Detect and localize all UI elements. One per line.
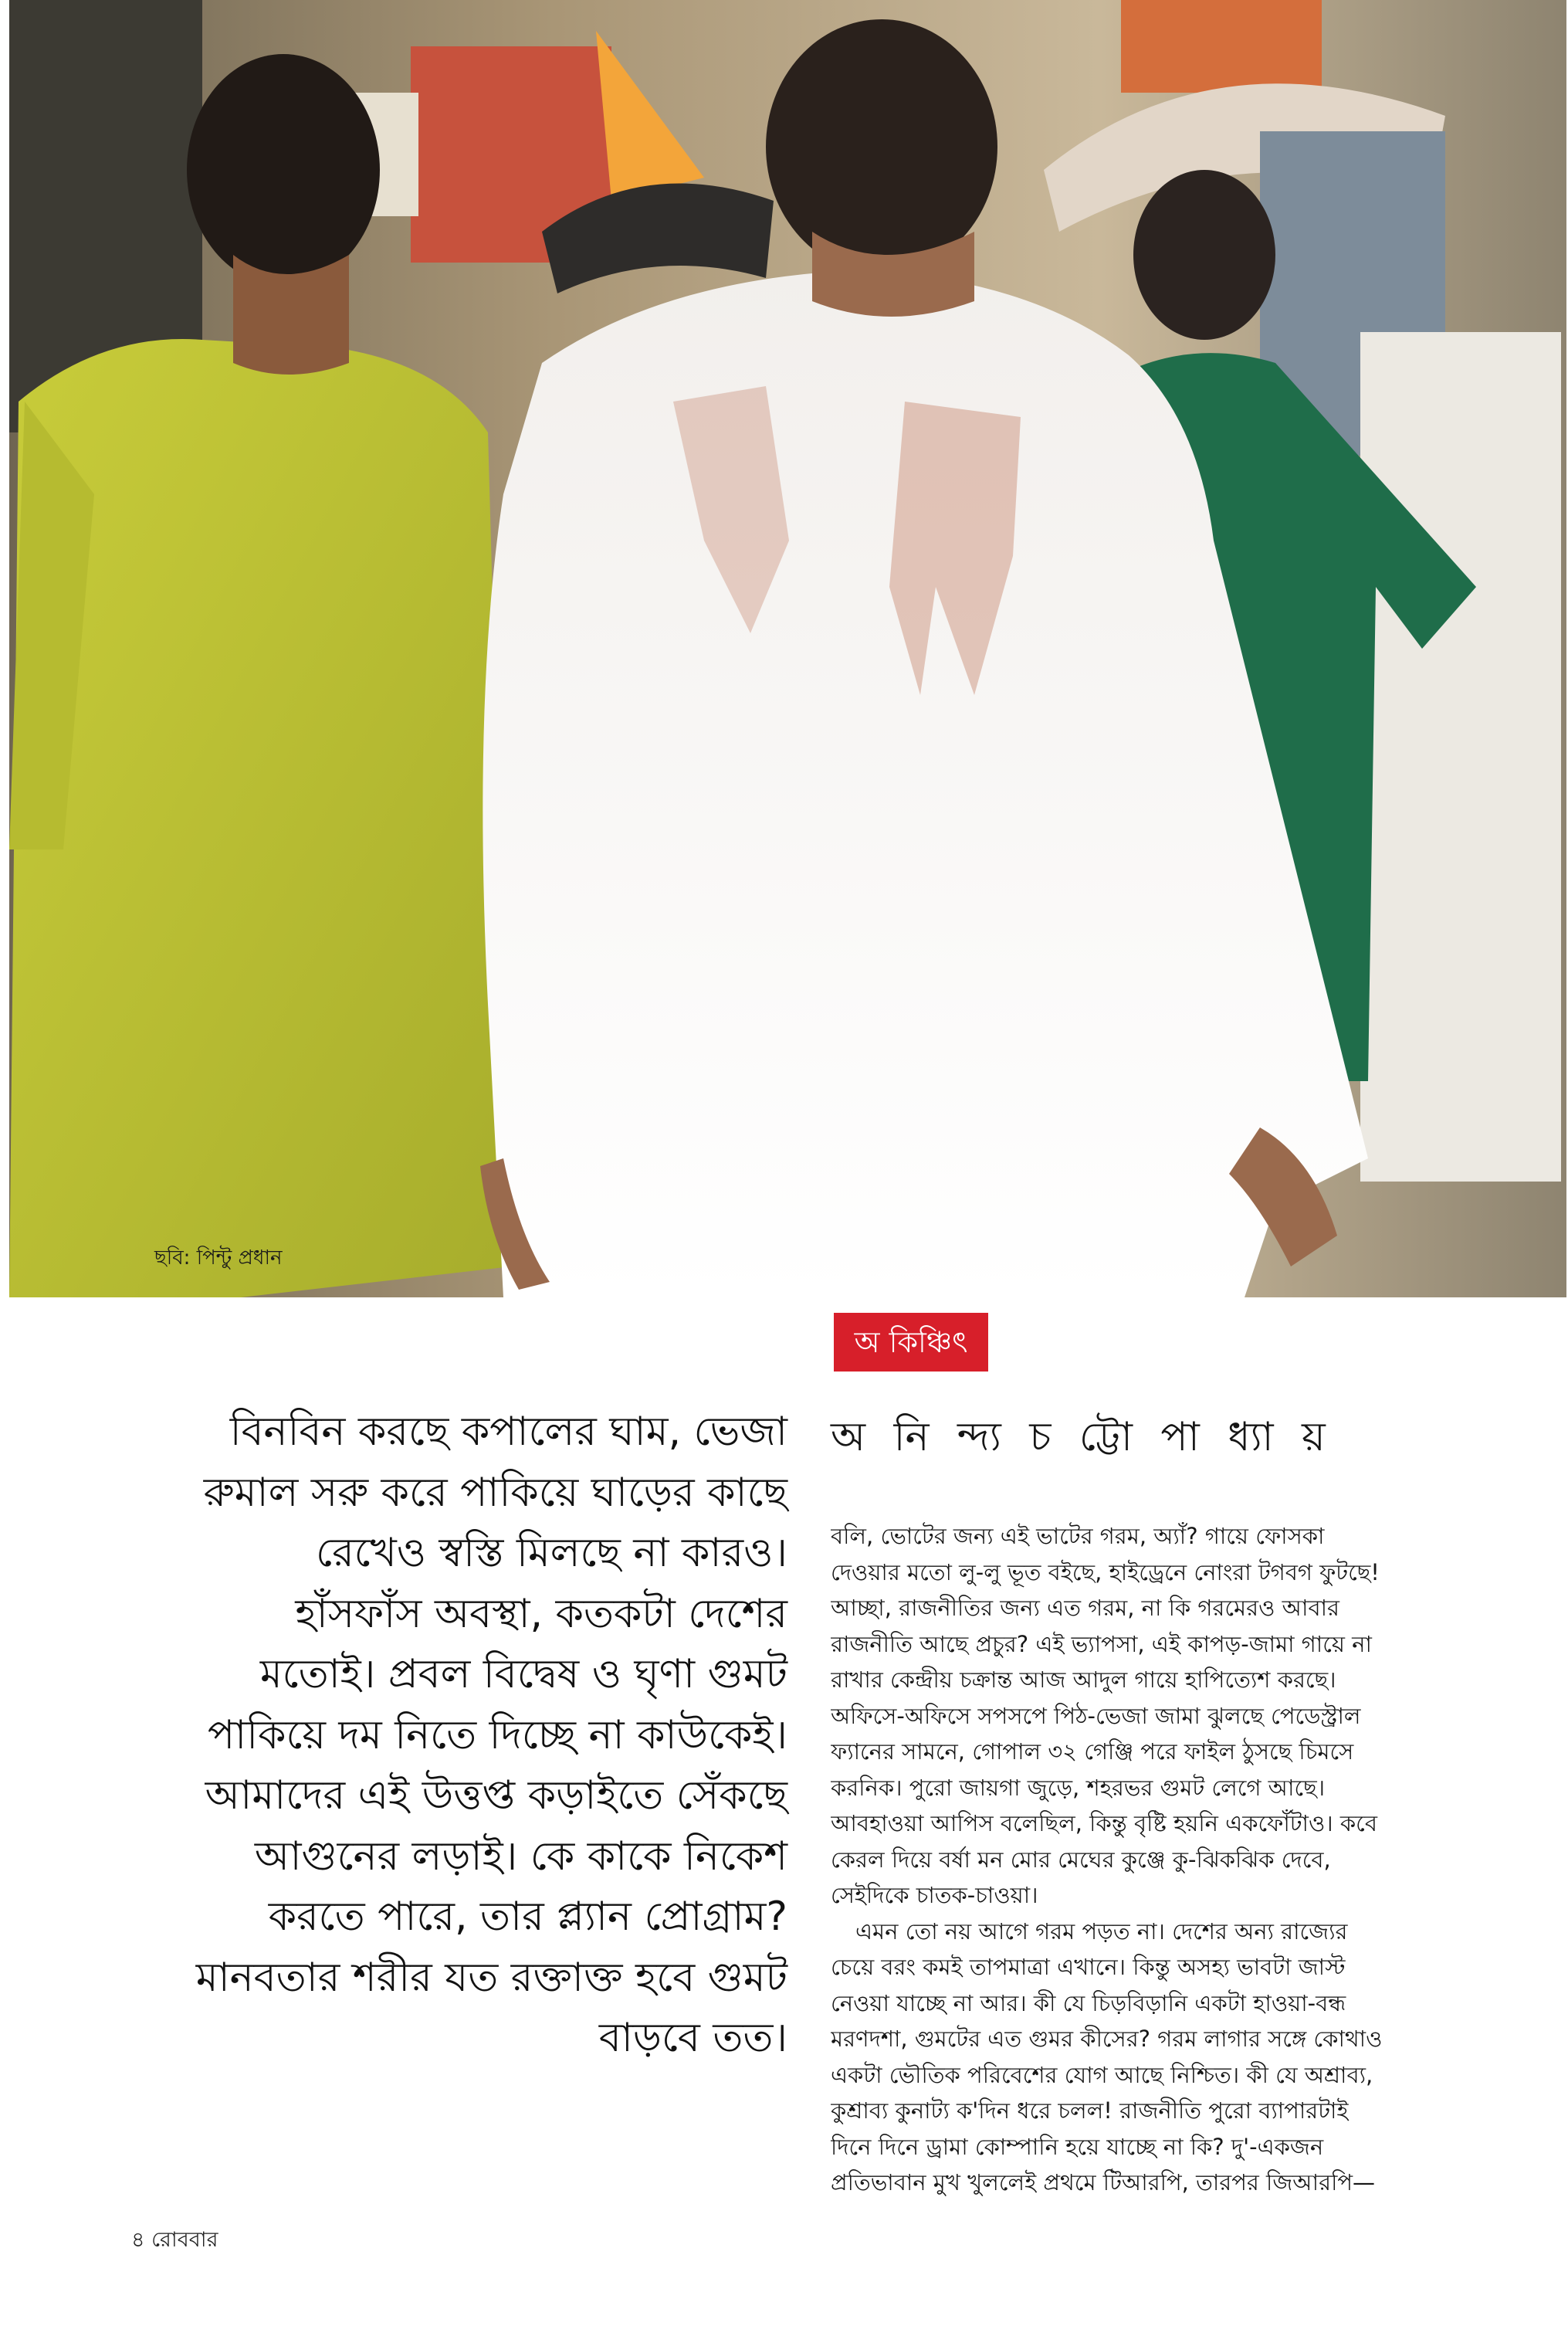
body-line: বলি, ভোটের জন্য এই ভাটের গরম, অ্যাঁ? গায়ে ফোসকা — [831, 1523, 1325, 1549]
pull-quote-line: হাঁসফাঁস অবস্থা, কতকটা দেশের — [295, 1590, 787, 1637]
body-line: অফিসে-অফিসে সপসপে পিঠ-ভেজা জামা ঝুলছে পেডেস্ট্রাল — [831, 1702, 1361, 1729]
body-line: একটা ভৌতিক পরিবেশের যোগ আছে নিশ্চিত। কী যে অশ্রাব্য, — [831, 2061, 1373, 2088]
body-line: মরণদশা, গুমটের এত গুমর কীসের? গরম লাগার সঙ্গে কোথাও — [831, 2026, 1383, 2052]
body-line: প্রতিভাবান মুখ খুললেই প্রথমে টিআরপি, তারপর জিআরপি— — [831, 2169, 1376, 2195]
column-tag: অ কিঞ্চিৎ — [834, 1313, 988, 1372]
article-photo — [9, 0, 1566, 1297]
body-line: রাজনীতি আছে প্রচুর? এই ভ্যাপসা, এই কাপড়-জামা গায়ে না — [831, 1630, 1372, 1657]
page-folio: ৪ রোববার — [131, 2228, 218, 2252]
pull-quote-line: আগুনের লড়াই। কে কাকে নিকেশ — [254, 1833, 787, 1880]
body-line: রাখার কেন্দ্রীয় চক্রান্ত আজ আদুল গায়ে হাপিত্যেশ করছে। — [831, 1667, 1336, 1693]
pull-quote-line: বিনবিন করছে কপালের ঘাম, ভেজা — [229, 1409, 787, 1455]
pull-quote-line: পাকিয়ে দম নিতে দিচ্ছে না কাউকেই। — [207, 1711, 787, 1758]
body-line: কেরল দিয়ে বর্ষা মন মোর মেঘের কুঞ্জে কু-ঝিকঝিক দেবে, — [831, 1846, 1331, 1873]
body-line: কুশ্রাব্য কুনাট্য ক'দিন ধরে চলল! রাজনীতি পুরো ব্যাপারটাই — [831, 2097, 1349, 2124]
pull-quote-line: মতোই। প্রবল বিদ্বেষ ও ঘৃণা গুমট — [259, 1651, 787, 1697]
body-line: আচ্ছা, রাজনীতির জন্য এত গরম, না কি গরমেরও আবার — [831, 1595, 1339, 1621]
body-line: চেয়ে বরং কমই তাপমাত্রা এখানে। কিন্তু অসহ্য ভাবটা জাস্ট — [831, 1954, 1346, 1980]
article-body — [831, 1518, 1448, 2201]
body-line: দেওয়ার মতো লু-লু ভূত বইছে, হাইড্রেনে নোংরা টগবগ ফুটছে! — [831, 1558, 1380, 1585]
pull-quote-line: করতে পারে, তার প্ল্যান প্রোগ্রাম? — [268, 1894, 787, 1940]
body-line: ফ্যানের সামনে, গোপাল ৩২ গেঞ্জি পরে ফাইল ঠুসছে চিমসে — [831, 1738, 1354, 1765]
author-byline: অ নি ন্দ্য চ ট্টো পা ধ্যা য় — [831, 1414, 1333, 1460]
body-line: দিনে দিনে ড্রামা কোম্পানি হয়ে যাচ্ছে না কি? দু'-একজন — [831, 2133, 1324, 2160]
pull-quote-line: রেখেও স্বস্তি মিলছে না কারও। — [315, 1530, 787, 1576]
body-line: সেইদিকে চাতক-চাওয়া। — [831, 1882, 1038, 1908]
pull-quote — [147, 1402, 787, 2069]
pull-quote-line: মানবতার শরীর যত রক্তাক্ত হবে গুমট — [195, 1954, 787, 2001]
photo-illustration — [9, 0, 1566, 1297]
pull-quote-line: বাড়বে তত। — [598, 2015, 787, 2061]
body-line: এমন তো নয় আগে গরম পড়ত না। দেশের অন্য রাজ্যের — [855, 1917, 1348, 1945]
body-line: আবহাওয়া আপিস বলেছিল, কিন্তু বৃষ্টি হয়নি একফোঁটাও। কবে — [831, 1810, 1377, 1836]
photo-credit: ছবি: পিন্টু প্রধান — [154, 1246, 283, 1270]
pull-quote-line: আমাদের এই উত্তপ্ত কড়াইতে সেঁকছে — [205, 1772, 787, 1819]
pull-quote-line: রুমাল সরু করে পাকিয়ে ঘাড়ের কাছে — [203, 1469, 787, 1516]
body-line: নেওয়া যাচ্ছে না আর। কী যে চিড়বিড়ানি একটা হাওয়া-বন্ধ — [831, 1989, 1346, 2016]
body-line: করনিক। পুরো জায়গা জুড়ে, শহরভর গুমট লেগে আছে। — [831, 1774, 1326, 1801]
